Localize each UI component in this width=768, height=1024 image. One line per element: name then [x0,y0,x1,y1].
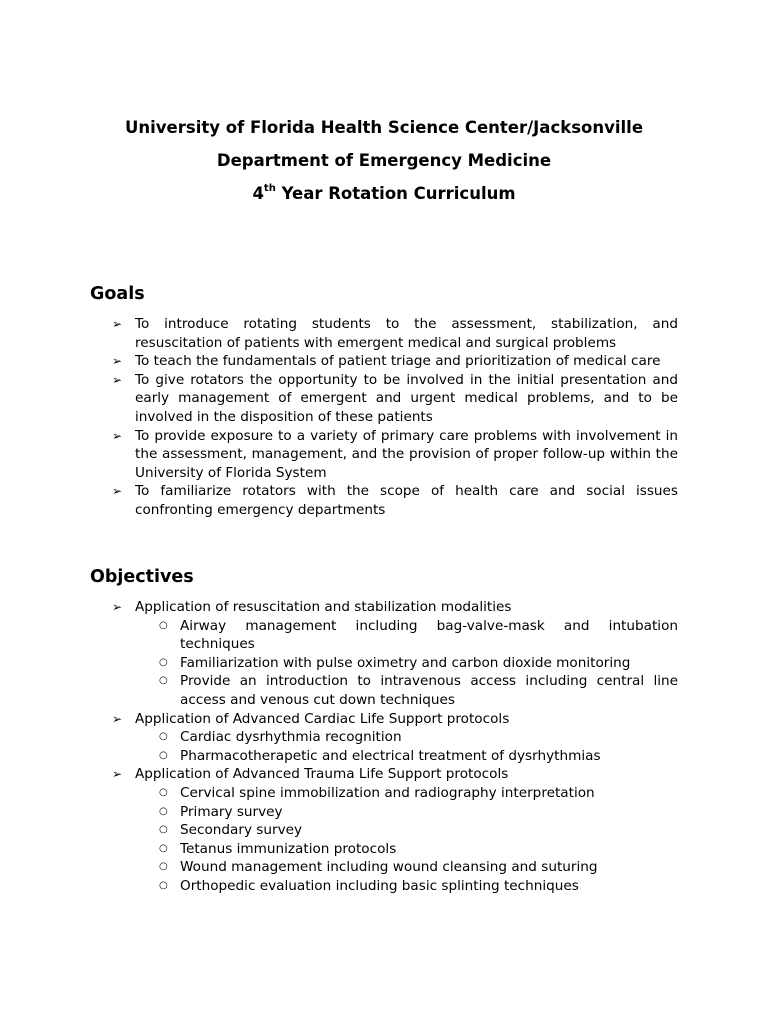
objective-subitem [135,784,678,803]
objective-subitem [135,617,678,654]
arrow-bullet-icon: ➢ [112,484,123,499]
goals-list-item [0,427,678,483]
objective-subitem [135,672,678,709]
objective-subitem-text: Primary survey [180,803,283,820]
title-curriculum [0,184,768,204]
objective-subitem-text: Airway management including bag-valve-mask and intubation techniques [180,617,678,653]
goals-list-item [0,315,678,352]
goals-list-item [0,371,678,427]
objective-subitem-text: Familiarization with pulse oximetry and carbon dioxide monitoring [180,654,631,671]
title-institution: University of Florida Health Science Center/Jacksonville [124,118,644,137]
goals-heading: Goals [90,284,145,304]
objective-subitem-text: Tetanus immunization protocols [180,840,397,857]
circle-bullet-icon: ○ [159,656,168,668]
objectives-list-item [0,598,678,710]
objective-subitem-text: Cervical spine immobilization and radiography interpretation [180,784,595,801]
arrow-bullet-icon: ➢ [112,428,123,443]
circle-bullet-icon: ○ [159,619,168,631]
objective-subitem-text: Cardiac dysrhythmia recognition [180,729,402,746]
objective-subitem-text: Wound management including wound cleansing and suturing [180,859,598,876]
objectives-heading: Objectives [90,567,194,587]
objective-subitem [135,821,678,840]
circle-bullet-icon: ○ [159,842,168,854]
circle-bullet-icon: ○ [159,861,168,873]
circle-bullet-icon: ○ [159,879,168,891]
objectives-list [0,598,678,896]
title-department: Department of Emergency Medicine [216,151,552,170]
goal-text: To teach the fundamentals of patient triage and prioritization of medical care [135,353,661,370]
objective-text: Application of Advanced Cardiac Life Support protocols [135,710,510,727]
arrow-bullet-icon: ➢ [112,317,123,331]
title-curriculum-ordinal: th [263,182,276,194]
circle-bullet-icon: ○ [159,731,168,743]
objective-subitem [135,858,678,877]
objective-subitem-text: Pharmacotherapetic and electrical treatment of dysrhythmias [180,747,601,764]
objective-subitem-text: Provide an introduction to intravenous access including central line access and venous cut down techniques [180,673,678,708]
objective-sublist [135,728,678,765]
goal-text: To introduce rotating students to the assessment, stabilization, and resuscitation of patients with emergent medical and surgical problems [135,316,678,351]
objective-subitem [135,654,678,673]
goal-text: To provide exposure to a variety of primary care problems with involvement in the assessment, management, and the provision of proper follow-up within the University of Florida System [135,427,678,481]
title-curriculum-number: 4 [252,184,264,203]
circle-bullet-icon: ○ [159,805,168,817]
objective-subitem [135,803,678,822]
circle-bullet-icon: ○ [159,749,168,761]
goal-text: To familiarize rotators with the scope of health care and social issues confronting emergency departments [135,483,678,518]
circle-bullet-icon: ○ [159,824,168,836]
objective-sublist [135,784,678,896]
goals-list-item [0,352,678,371]
objective-subitem [135,840,678,859]
arrow-bullet-icon: ➢ [112,372,123,387]
goals-list [0,315,678,520]
arrow-bullet-icon: ➢ [112,711,123,726]
objective-sublist [135,617,678,710]
title-curriculum-text: Year Rotation Curriculum [275,184,516,203]
objectives-list-item [0,765,678,895]
goals-list-item [0,482,678,519]
objective-subitem [135,728,678,747]
objectives-list-item [0,710,678,766]
arrow-bullet-icon: ➢ [112,354,123,369]
objective-subitem-text: Orthopedic evaluation including basic splinting techniques [180,877,579,894]
objective-subitem [135,747,678,766]
goal-text: To give rotators the opportunity to be involved in the initial presentation and early management of emergent and urgent medical problems, and to be involved in the disposition of these patients [135,371,678,425]
objective-text: Application of Advanced Trauma Life Support protocols [135,766,509,783]
objective-text: Application of resuscitation and stabilization modalities [135,599,512,615]
objective-subitem [135,877,678,896]
circle-bullet-icon: ○ [159,675,168,687]
arrow-bullet-icon: ➢ [112,767,123,782]
objective-subitem-text: Secondary survey [180,822,303,839]
circle-bullet-icon: ○ [159,786,168,798]
arrow-bullet-icon: ➢ [112,600,123,614]
